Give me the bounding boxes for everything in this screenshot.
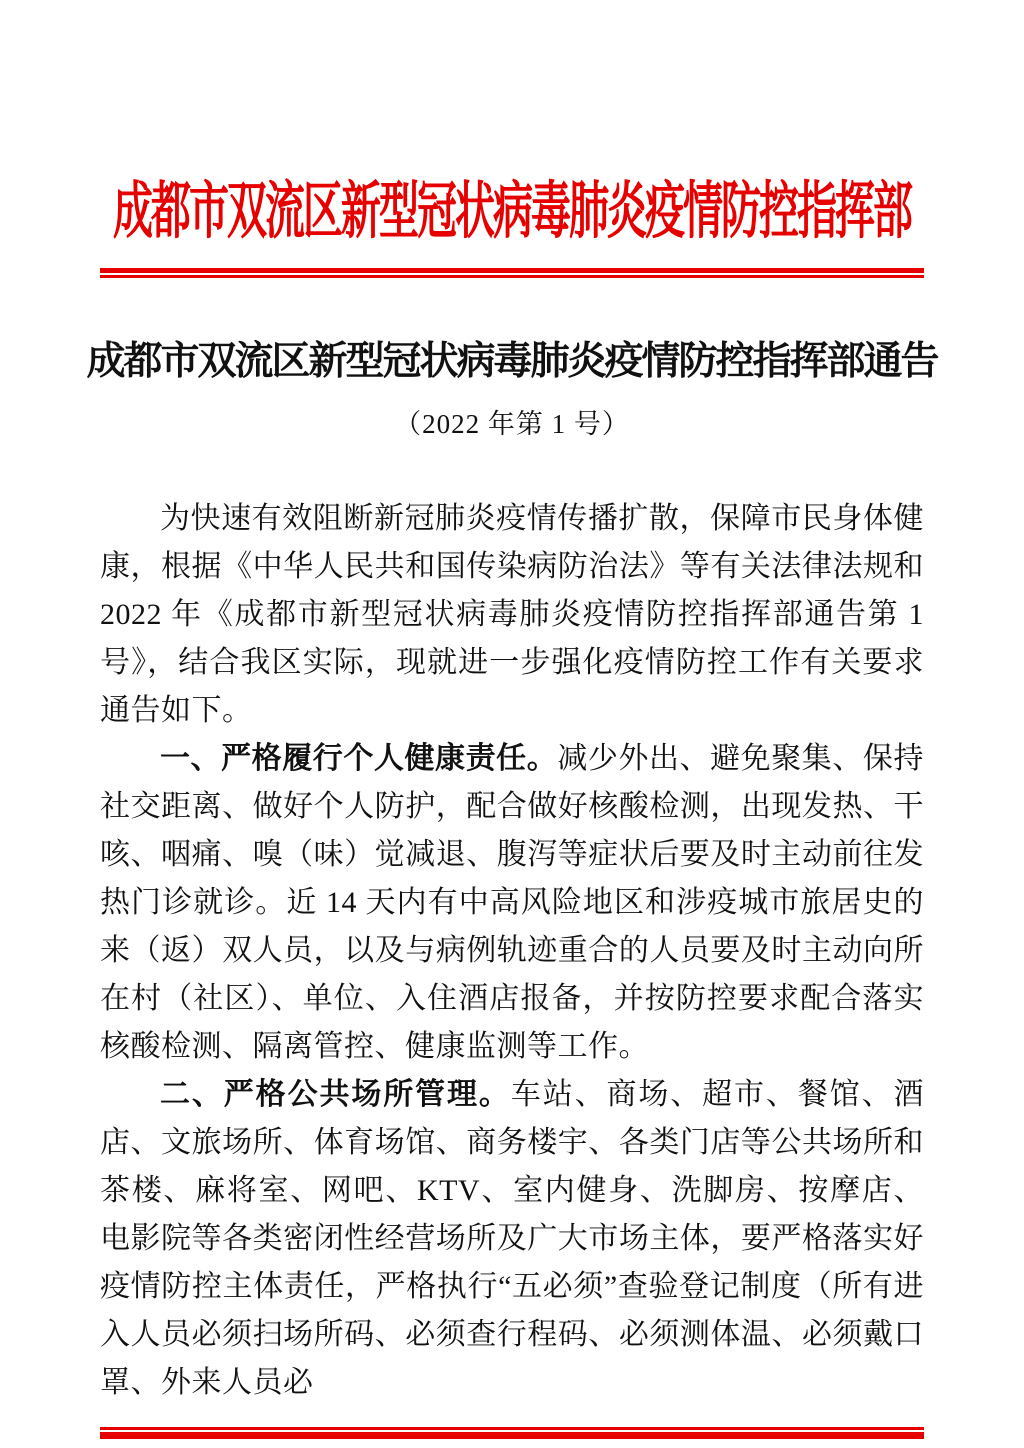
paragraph-section-1-text: 减少外出、避免聚集、保持社交距离、做好个人防护，配合做好核酸检测，出现发热、干咳、咽痛、嗅（味）觉减退、腹泻等症状后要及时主动前往发热门诊就诊。近 14 天内有中高风险地区和涉疫城市旅居史的来（返）双人员，以及与病例轨迹重合的人员要及时主动向所在村（社区）、单位、入住酒店报备，并按防控要求配合落实核酸检测、隔离管控、健康监测等工作。 <box>100 742 924 1063</box>
red-rule-bottom-thick <box>100 1432 924 1439</box>
paragraph-section-2-text: 车站、商场、超市、餐馆、酒店、文旅场所、体育场馆、商务楼宇、各类门店等公共场所和茶楼、麻将室、网吧、KTV、室内健身、洗脚房、按摩店、电影院等各类密闭性经营场所及广大市场主体，要严格落实好疫情防控主体责任，严格执行“五必须”查验登记制度（所有进入人员必须扫场所码、必须查行程码、必须测体温、必须戴口罩、外来人员必 <box>100 1078 925 1399</box>
red-rule-bottom <box>100 1427 924 1439</box>
paragraph-section-1 <box>100 735 924 1071</box>
notice-title: 成都市双流区新型冠状病毒肺炎疫情防控指挥部通告 <box>86 340 938 383</box>
masthead-title: 成都市双流区新型冠状病毒肺炎疫情防控指挥部 <box>113 176 911 247</box>
paragraph-section-2 <box>100 1071 924 1407</box>
notice-body <box>0 495 1024 1407</box>
paragraph-section-2-lead: 二、严格公共场所管理。 <box>160 1078 511 1111</box>
paragraph-intro-text: 为快速有效阻断新冠肺炎疫情传播扩散，保障市民身体健康，根据《中华人民共和国传染病防治法》等有关法律法规和 2022 年《成都市新型冠状病毒肺炎疫情防控指挥部通告第 1 号》，结合我区实际，现就进一步强化疫情防控工作有关要求通告如下。 <box>100 502 924 727</box>
notice-number: （2022 年第 1 号） <box>394 409 630 439</box>
paragraph-intro <box>100 495 924 735</box>
paragraph-section-1-lead: 一、严格履行个人健康责任。 <box>160 742 558 775</box>
masthead <box>0 0 1024 254</box>
